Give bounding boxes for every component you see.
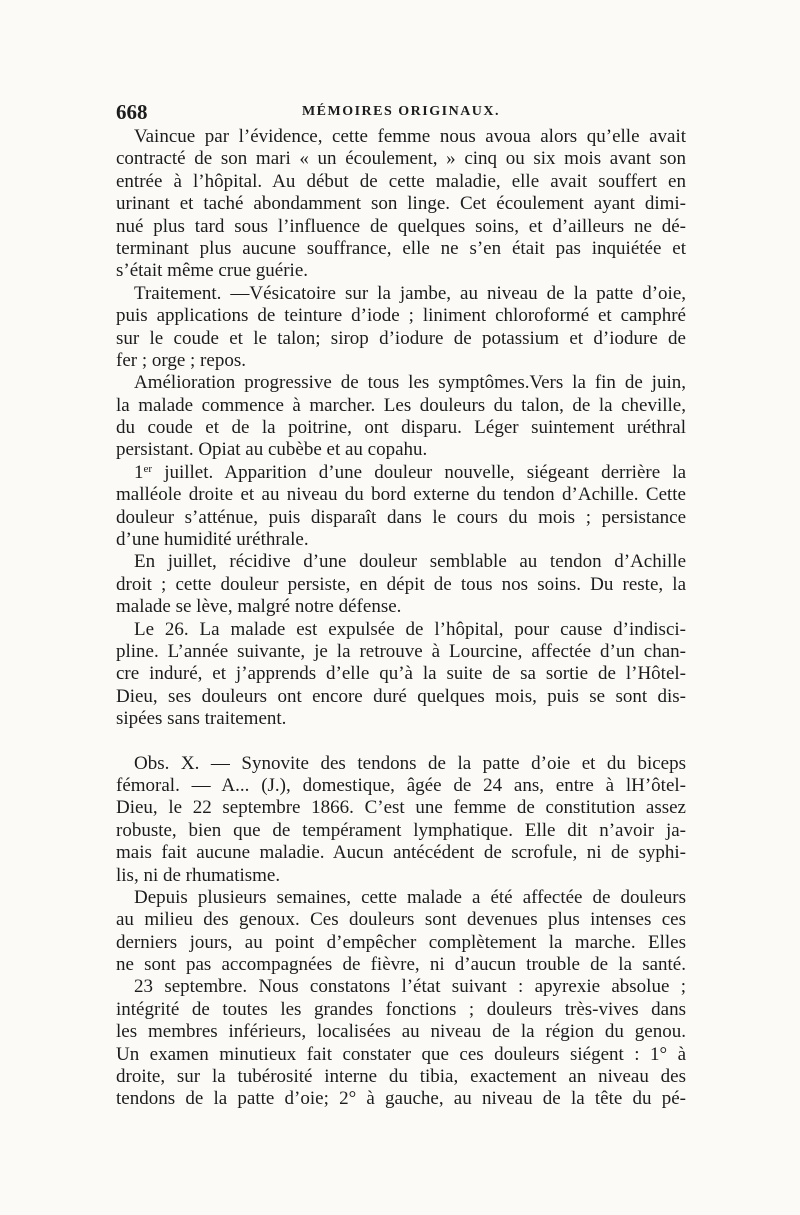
text-line-content: juillet. Apparition d’une douleur nouvelle, siégeant derrière la bbox=[164, 461, 687, 483]
text-line: droit ; cette douleur persiste, en dépit de tous nos soins. Du reste, la bbox=[116, 573, 686, 595]
text-line: la malade commence à marcher. Les douleurs du talon, de la cheville, bbox=[116, 394, 686, 416]
text-line: puis applications de teinture d’iode ; liniment chloroformé et camphré bbox=[116, 305, 686, 327]
text-line: terminant plus aucune souffrance, elle ne s’en était pas inquiétée et bbox=[116, 237, 686, 259]
text-line: Un examen minutieux fait constater que ces douleurs siégent : 1° à bbox=[116, 1043, 686, 1065]
text-line: cre induré, et j’apprends d’elle qu’à la suite de sa sortie de l’Hôtel- bbox=[116, 663, 686, 685]
text-line: Vaincue par l’évidence, cette femme nous avoua alors qu’elle avait bbox=[134, 126, 686, 147]
text-line: fer ; orge ; repos. bbox=[116, 349, 246, 371]
text-line: sur le coude et le talon; sirop d’iodure de potassium et d’iodure de bbox=[116, 327, 686, 349]
text-line: intégrité de toutes les grandes fonctions ; douleurs très-vives dans bbox=[116, 998, 686, 1020]
text-line: urinant et taché abondamment son linge. Cet écoulement ayant dimi- bbox=[116, 193, 686, 215]
text-line: robuste, bien que de tempérament lymphatique. Elle dit n’avoir ja- bbox=[116, 819, 686, 841]
text-line: Le 26. La malade est expulsée de l’hôpital, pour cause d’indisci- bbox=[134, 618, 686, 640]
running-title: MÉMOIRES ORIGINAUX. bbox=[301, 104, 501, 119]
section-gap bbox=[116, 731, 686, 753]
text-line: malléole droite et au niveau du bord externe du tendon d’Achille. Cette bbox=[116, 484, 686, 506]
text-line: Depuis plusieurs semaines, cette malade a été affectée de douleurs bbox=[134, 886, 686, 908]
text-line: derniers jours, au point d’empêcher complètement la marche. Elles bbox=[116, 931, 686, 953]
text-line: nué plus tard sous l’influence de quelques soins, et d’ailleurs ne dé- bbox=[116, 215, 686, 237]
text-line: persistant. Opiat au cubèbe et au copahu. bbox=[116, 439, 428, 461]
page-number: 668 bbox=[116, 100, 148, 124]
text-line: malade se lève, malgré notre défense. bbox=[116, 596, 402, 618]
date-prefix: 1 bbox=[134, 461, 144, 483]
date-superscript: er bbox=[143, 462, 153, 475]
text-line: Dieu, le 22 septembre 1866. C’est une femme de constitution assez bbox=[116, 797, 686, 819]
text-line: les membres inférieurs, localisées au niveau de la région du genou. bbox=[116, 1021, 686, 1043]
text-line: Amélioration progressive de tous les symptômes.Vers la fin de juin, bbox=[134, 372, 686, 394]
text-line: entrée à l’hôpital. Au début de cette maladie, elle avait souffert en bbox=[116, 170, 686, 192]
text-line: contracté de son mari « un écoulement, » cinq ou six mois avant son bbox=[116, 148, 686, 170]
text-line: du coude et de la poitrine, ont disparu. Léger suintement uréthral bbox=[116, 417, 686, 439]
text-line: droite, sur la tubérosité interne du tibia, exactement an niveau des bbox=[116, 1066, 686, 1088]
text-line: tendons de la patte d’oie; 2° à gauche, au niveau de la tête du pé- bbox=[116, 1088, 686, 1110]
text-line: au milieu des genoux. Ces douleurs sont devenues plus intenses ces bbox=[116, 909, 686, 931]
page-header bbox=[116, 100, 686, 126]
text-line: Obs. X. — Synovite des tendons de la patte d’oie et du biceps bbox=[134, 752, 686, 774]
body-text bbox=[116, 126, 686, 1111]
text-line: Traitement. —Vésicatoire sur la jambe, au niveau de la patte d’oie, bbox=[134, 282, 686, 304]
text-line: d’une humidité uréthrale. bbox=[116, 529, 309, 551]
text-line: douleur s’atténue, puis disparaît dans le cours du mois ; persistance bbox=[116, 506, 686, 528]
text-line: s’était même crue guérie. bbox=[116, 260, 309, 282]
text-line: Dieu, ses douleurs ont encore duré quelques mois, puis se sont dis- bbox=[116, 685, 686, 707]
text-line bbox=[116, 462, 686, 484]
text-line: lis, ni de rhumatisme. bbox=[116, 864, 281, 886]
text-line: 23 septembre. Nous constatons l’état suivant : apyrexie absolue ; bbox=[134, 976, 686, 998]
text-line: En juillet, récidive d’une douleur semblable au tendon d’Achille bbox=[134, 551, 686, 573]
text-line: pline. L’année suivante, je la retrouve à Lourcine, affectée d’un chan- bbox=[116, 640, 686, 662]
text-line: sipées sans traitement. bbox=[116, 708, 287, 730]
text-line: mais fait aucune maladie. Aucun antécédent de scrofule, ni de syphi- bbox=[116, 842, 686, 864]
text-line: ne sont pas accompagnées de fièvre, ni d’aucun trouble de la santé. bbox=[116, 954, 686, 976]
text-line: fémoral. — A... (J.), domestique, âgée de 24 ans, entre à lH’ôtel- bbox=[116, 774, 686, 796]
